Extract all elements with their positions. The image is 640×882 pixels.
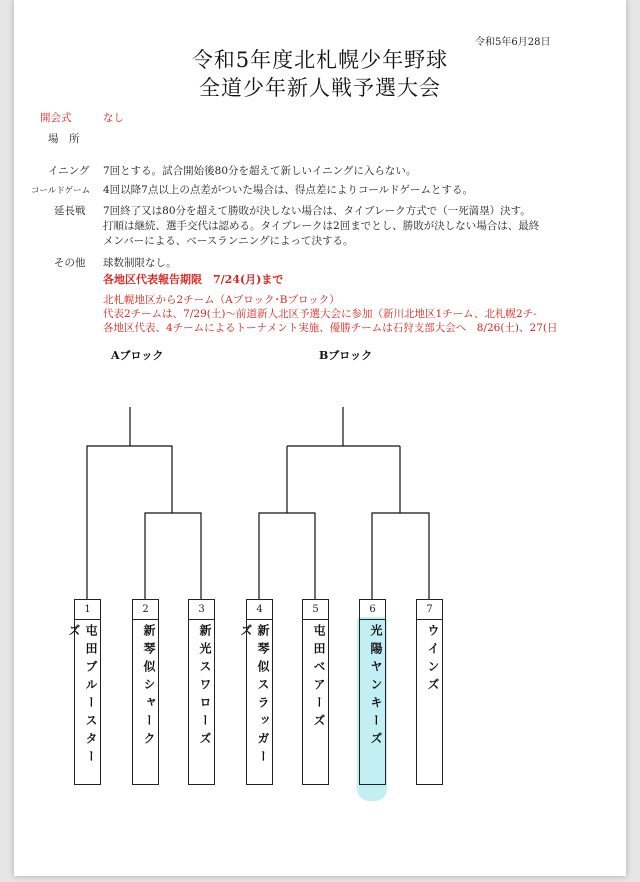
- team-name: 光陽ヤンキーズ: [369, 624, 383, 750]
- team-number: 3: [189, 600, 214, 620]
- team-box-4: [239, 599, 273, 785]
- inning-label: イニング: [48, 165, 90, 177]
- extra-inning-value-2: 打順は継続、選手交代は認める。タイブレークは2回までとし、勝敗が決しない場合は、最終: [103, 220, 540, 232]
- bracket-a-top-connector: [87, 446, 172, 599]
- bracket-b-right-pair: [372, 513, 429, 599]
- team-number: 2: [133, 600, 158, 620]
- team-name: 新光スワローズ: [198, 624, 212, 750]
- called-game-value: 4回以降7点以上の点差がついた場合は、得点差によりコールドゲームとする。: [103, 184, 473, 196]
- title-line-1: 令和5年度北札幌少年野球: [191, 48, 449, 72]
- team-number: 4: [247, 600, 272, 620]
- title-line-2: 全道少年新人戦予選大会: [199, 76, 441, 100]
- document-date: 令和5年6月28日: [475, 37, 551, 48]
- team-name: 屯田ブルースターズ: [67, 624, 98, 768]
- team-name: 屯田ベアーズ: [312, 624, 326, 732]
- team-number: 5: [303, 600, 328, 620]
- block-a-label: Aブロック: [111, 349, 164, 362]
- bracket-a-semifinal-connector: [145, 513, 201, 599]
- extra-inning-value-3: メンバーによる、ベースランニングによって決する。: [103, 235, 354, 247]
- team-name: 新琴似スラッガーズ: [239, 624, 270, 768]
- extra-inning-label: 延長戦: [54, 205, 86, 217]
- other-label: その他: [54, 257, 86, 269]
- bracket-b-left-pair: [259, 513, 315, 599]
- opening-label: 開会式: [40, 112, 72, 124]
- team-box-3: [188, 599, 215, 785]
- team-box-6: [359, 599, 386, 785]
- team-number: 7: [417, 600, 442, 620]
- team-number: 1: [75, 600, 100, 620]
- report-deadline: 各地区代表報告期限 7/24(月)まで: [103, 273, 284, 286]
- team-box-2: [132, 599, 159, 785]
- extra-inning-value-1: 7回終了又は80分を超えて勝敗が決しない場合は、タイブレーク方式で（一死満塁）決す。: [103, 205, 531, 217]
- team-name: ウインズ: [426, 624, 440, 696]
- note-line-1: 北札幌地区から2チーム（Aブロック･Bブロック）: [103, 294, 340, 306]
- other-value: 球数制限なし。: [103, 257, 177, 269]
- team-name: 新琴似シャーク: [142, 624, 156, 750]
- opening-value: なし: [103, 112, 124, 124]
- team-box-5: [302, 599, 329, 785]
- note-line-2: 代表2チームは、7/29(土)～前道新人北区予選大会に参加（新川北地区1チーム、北札幌2チ-: [103, 308, 537, 320]
- team-box-7: [416, 599, 443, 785]
- venue-label: 場 所: [48, 133, 80, 145]
- block-b-label: Bブロック: [319, 349, 373, 362]
- called-game-label: コールドゲーム: [31, 186, 91, 196]
- document-page: [14, 0, 626, 876]
- inning-value: 7回とする。試合開始後80分を超えて新しいイニングに入らない。: [103, 165, 417, 177]
- team-box-1: [67, 599, 101, 785]
- team-number: 6: [360, 600, 385, 620]
- note-line-3: 各地区代表、4チームによるトーナメント実施、優勝チームは石狩支部大会へ 8/26(土)、27(日: [103, 322, 558, 334]
